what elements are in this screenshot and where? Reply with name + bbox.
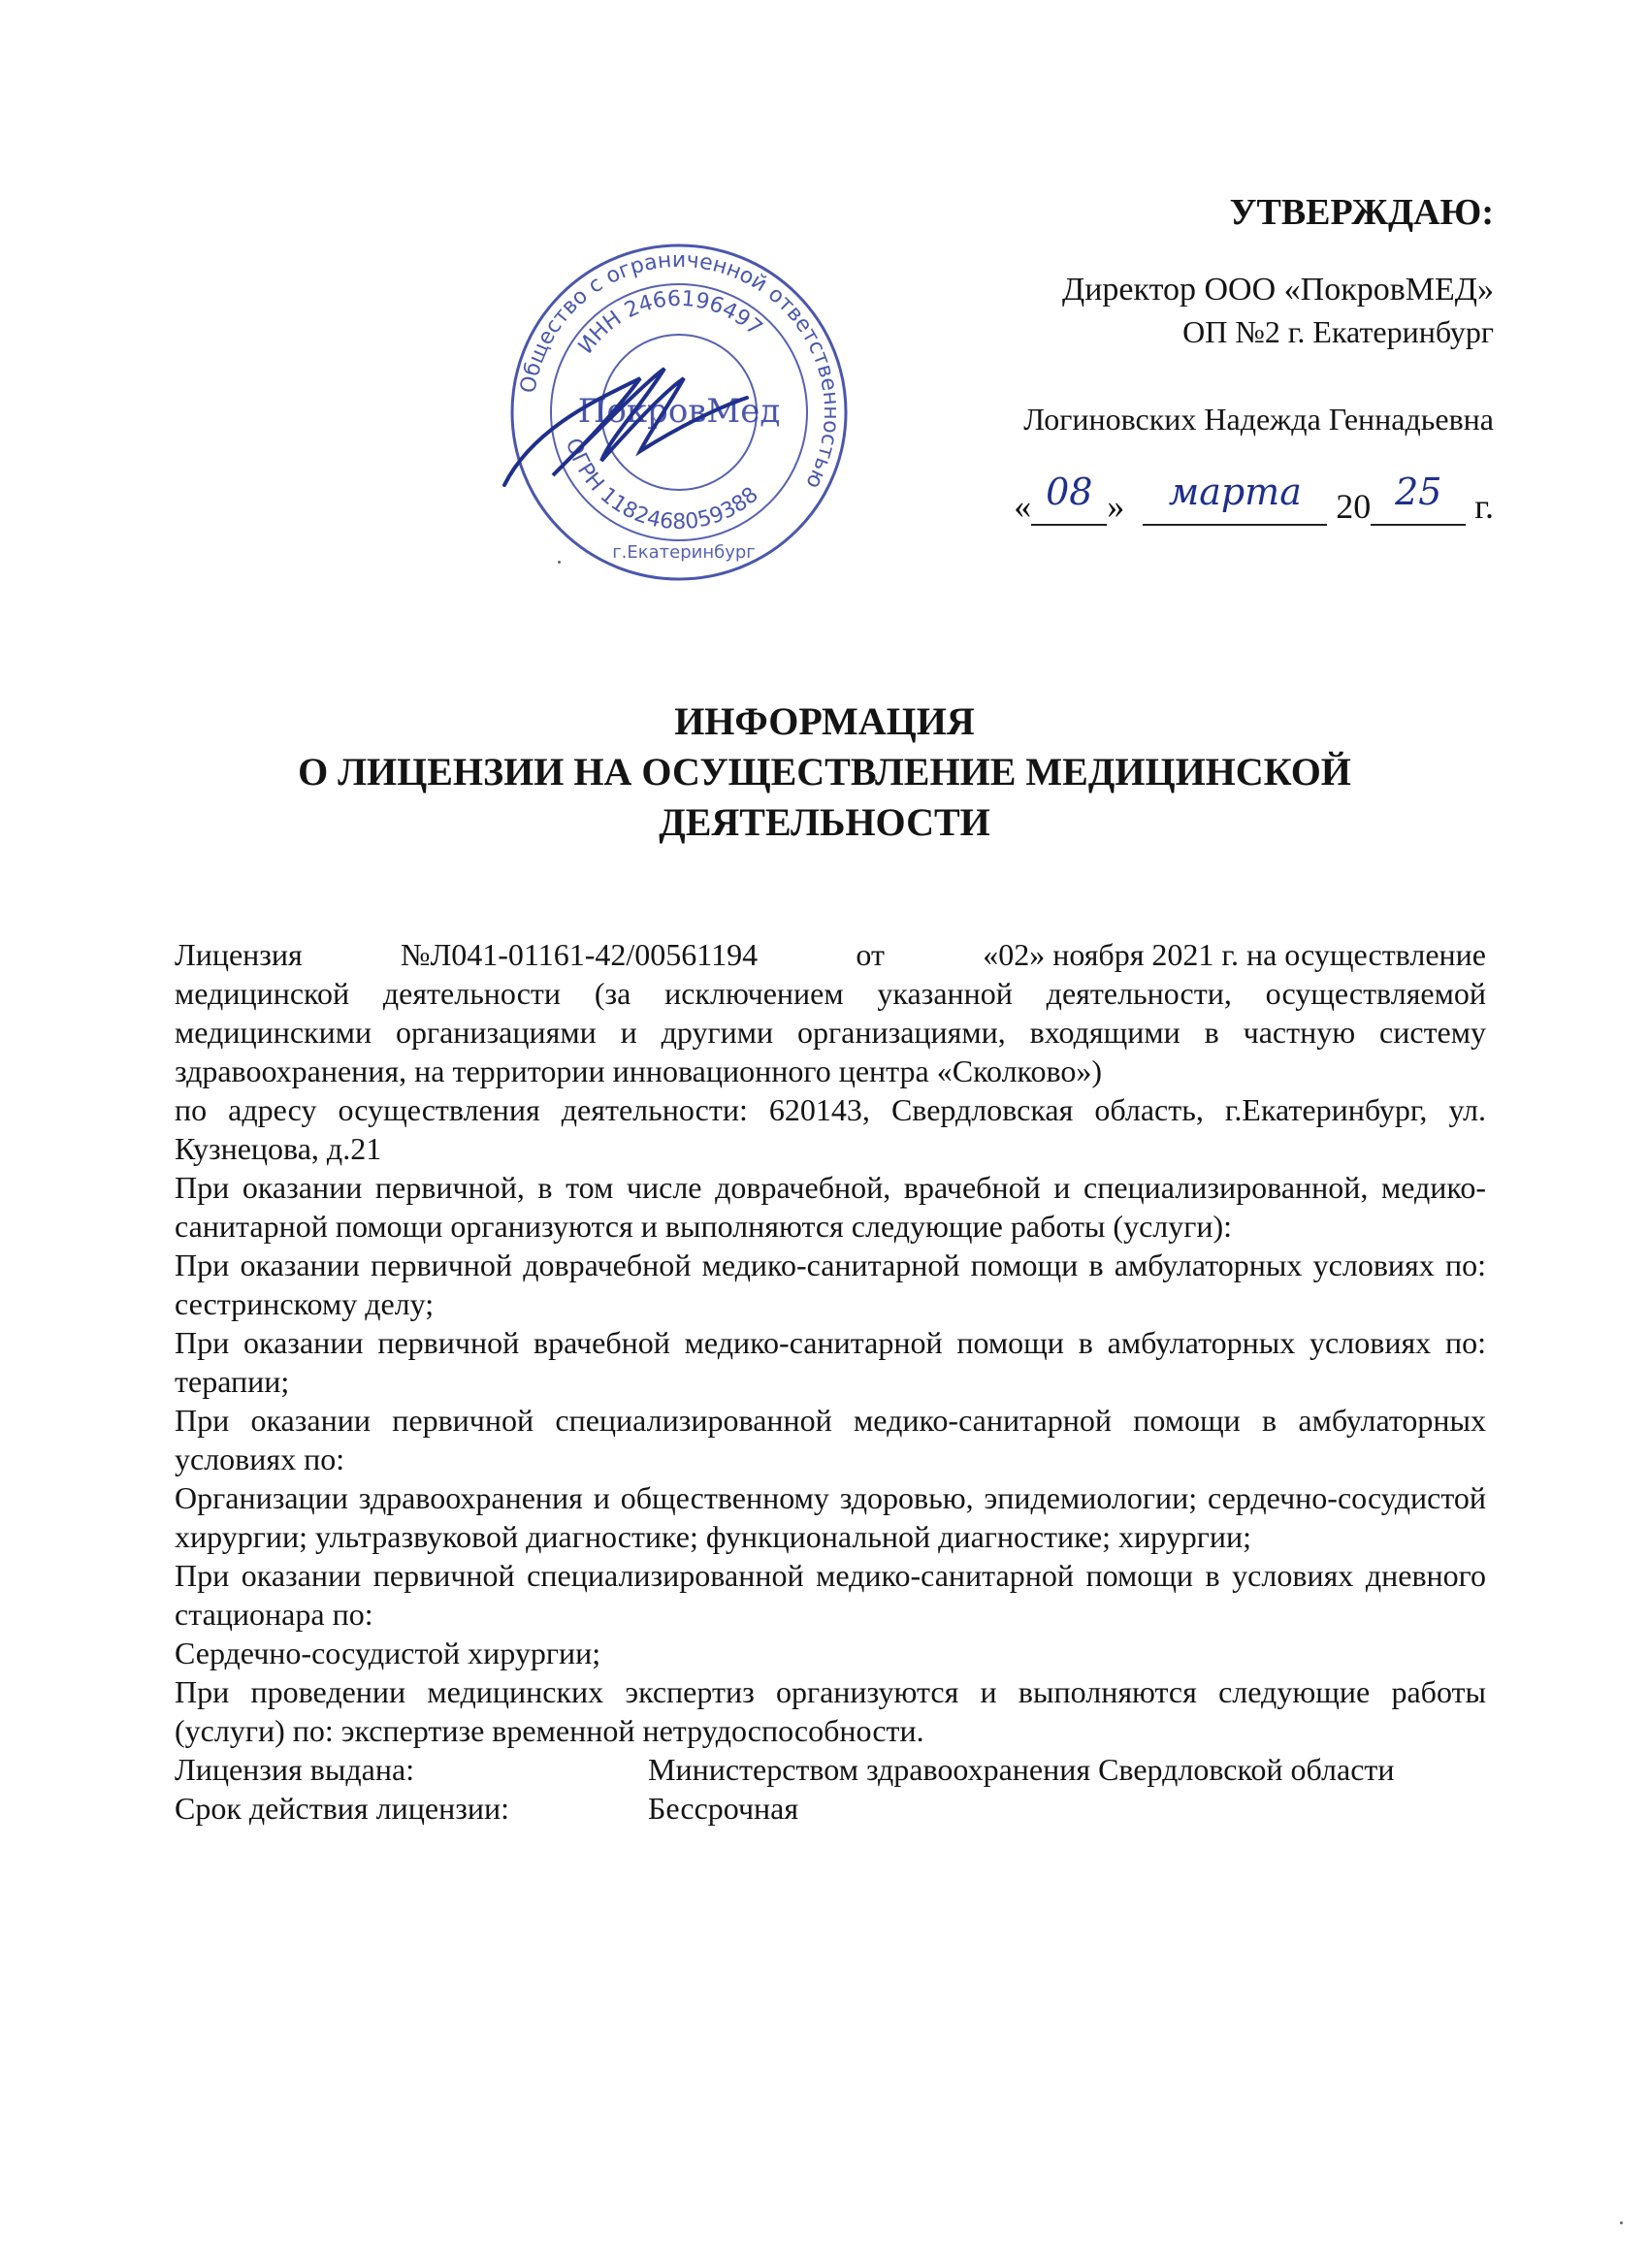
date-year-suffix: 25 <box>1395 470 1442 513</box>
validity-value: Бессрочная <box>648 1791 799 1826</box>
service-paragraph: При оказании первичной врачебной медико-санитарной помощи в амбулаторных условиях по: терапии; <box>175 1325 1486 1399</box>
service-paragraph: При оказании первичной специализированной медико-санитарной помощи в амбулаторных условиях по: <box>175 1403 1486 1476</box>
service-paragraph: Организации здравоохранения и общественному здоровью, эпидемиологии; сердечно-сосудистой хирургии; ультразвуковой диагностике; функциональной диагностике; хирургии; <box>175 1480 1486 1554</box>
approver-subdivision: ОП №2 г. Екатеринбург <box>1182 314 1494 349</box>
service-paragraph: При оказании первичной, в том числе доврачебной, врачебной и специализированной, медико-санитарной помощи организуются и выполняются следующие работы (услуги): <box>175 1170 1486 1244</box>
license-label: Лицензия <box>175 937 303 972</box>
approver-position: Директор ООО «ПокровМЕД» <box>1062 272 1494 308</box>
approver-name: Логиновских Надежда Геннадьевна <box>1023 402 1494 437</box>
stamp-org-type: Общество с ограниченной ответственностью <box>516 247 844 493</box>
service-paragraph: При проведении медицинских экспертиз организуются и выполняются следующие работы (услуги) по: экспертизе временной нетрудоспособности. <box>175 1674 1486 1748</box>
stamp-ogrn: ОГРН 1182468059388 <box>560 435 763 535</box>
svg-text:ОГРН 1182468059388 <box>561 436 763 535</box>
issued-value: Министерством здравоохранения Свердловской области <box>648 1752 1395 1787</box>
date-year-blank <box>1371 470 1466 526</box>
date-year-unit: г. <box>1474 487 1494 526</box>
heading-line-1: ИНФОРМАЦИЯ <box>674 699 975 743</box>
date-day: 08 <box>1046 470 1093 513</box>
stamp-name: ПокровМед <box>577 392 781 431</box>
service-paragraph: При оказании первичной доврачебной медико-санитарной помощи в амбулаторных условиях по: сестринскому делу; <box>175 1247 1486 1321</box>
license-line <box>175 935 1486 974</box>
stamp-inn: ИНН 2466196497 <box>573 286 767 359</box>
service-paragraph: Сердечно-сосудистой хирургии; <box>175 1636 601 1670</box>
date-year-prefix: 20 <box>1336 487 1372 526</box>
date-open-quote: « <box>1014 487 1032 526</box>
license-date: «02» ноября 2021 г. на осуществление <box>983 937 1486 972</box>
approval-title: УТВЕРЖДАЮ: <box>1229 192 1494 233</box>
approval-date <box>912 470 1494 526</box>
validity-row <box>175 1789 1486 1828</box>
heading-line-3: ДЕЯТЕЛЬНОСТИ <box>659 800 990 844</box>
issued-row <box>175 1750 1486 1789</box>
issued-label: Лицензия выдана: <box>175 1752 415 1787</box>
scan-speck <box>558 561 561 564</box>
license-from: от <box>856 937 885 972</box>
date-month-blank <box>1143 470 1327 526</box>
date-day-blank <box>1031 470 1107 526</box>
date-close-quote: » <box>1107 487 1125 526</box>
validity-label: Срок действия лицензии: <box>175 1791 509 1826</box>
license-continuation: медицинской деятельности (за исключением указанной деятельности, осуществляемой медицинскими организациями и другими организациями, входящими в частную систему здравоохранения, на территории инновационного центра «Сколково») <box>175 976 1486 1088</box>
date-month: марта <box>1168 470 1302 513</box>
license-address: по адресу осуществления деятельности: 620143, Свердловская область, г.Екатеринбург, ул. Кузнецова, д.21 <box>175 1092 1486 1166</box>
document-body <box>175 935 1486 1828</box>
service-paragraph: При оказании первичной специализированной медико-санитарной помощи в условиях дневного стационара по: <box>175 1558 1486 1632</box>
heading-line-2: О ЛИЦЕНЗИИ НА ОСУЩЕСТВЛЕНИЕ МЕДИЦИНСКОЙ <box>298 750 1351 794</box>
license-number: №Л041-01161-42/00561194 <box>401 937 759 972</box>
scan-speck <box>1620 2221 1623 2224</box>
document-heading <box>175 697 1474 848</box>
approval-block <box>912 194 1494 526</box>
stamp-city: г.Екатеринбург <box>612 542 756 563</box>
company-stamp <box>495 233 863 592</box>
